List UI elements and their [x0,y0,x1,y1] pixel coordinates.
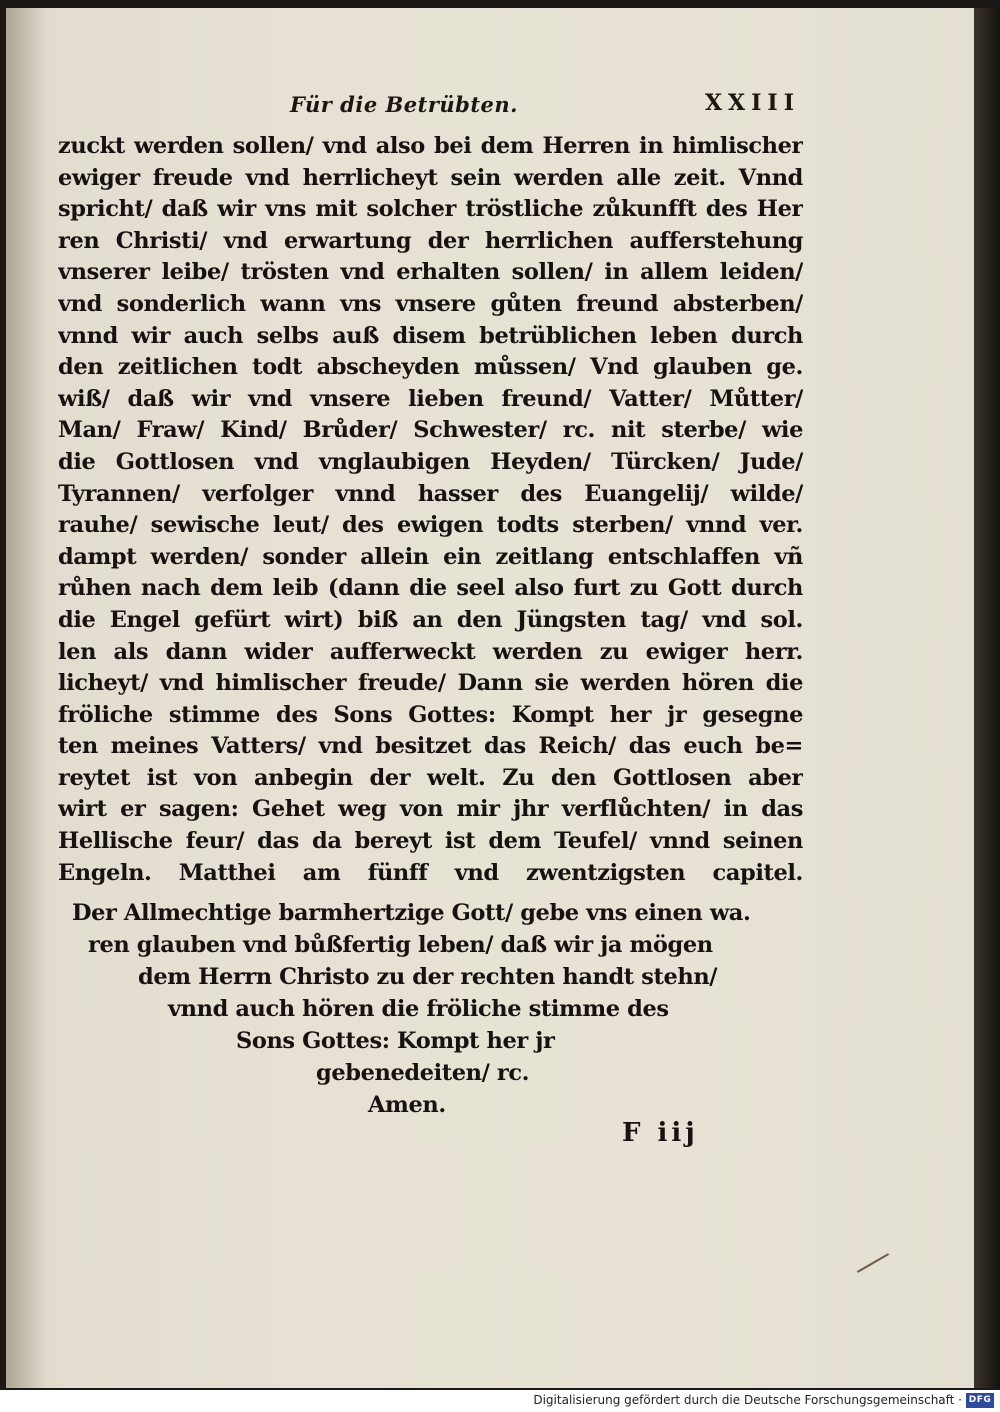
text-line: růhen nach dem leib (dann die seel also furt zu Gott durch [58,575,803,602]
text-line: rauhe/ sewische leut/ des ewigen todts sterben/ vnnd ver. [58,512,803,539]
text-line: Tyrannen/ verfolger vnnd hasser des Euangelij/ wilde/ [58,480,803,507]
text-line: ewiger freude vnd herrlicheyt sein werden alle zeit. Vnnd [58,164,803,191]
text-line: die Gottlosen vnd vnglaubigen Heyden/ Türcken/ Jude/ [58,448,803,475]
text-line: zuckt werden sollen/ vnd also bei dem Herren in himlischer [58,133,803,159]
text-line: ren Christi/ vnd erwartung der herrlichen aufferstehung [58,227,803,254]
text-line: len als dann wider aufferweckt werden zu ewiger herr. [58,638,803,665]
text-line: vnd sonderlich wann vns vnsere gůten freund absterben/ [58,290,803,317]
text-line: den zeitlichen todt abscheyden můssen/ Vnd glauben ge. [58,354,803,381]
text-line: vnserer leibe/ trösten vnd erhalten sollen/ in allem leiden/ [58,259,803,286]
text-line: fröliche stimme des Sons Gottes: Kompt her jr gesegne [58,701,803,728]
closing-line: Sons Gottes: Kompt her jr [236,1028,555,1054]
folio-number: XXIII [704,90,800,116]
text-line: Hellische feur/ das da bereyt ist dem Teufel/ vnnd seinen [58,828,803,855]
text-line: wirt er sagen: Gehet weg von mir jhr verflůchten/ in das [58,796,803,823]
text-line: licheyt/ vnd himlischer freude/ Dann sie werden hören die [58,670,803,697]
text-line: vnnd wir auch selbs auß disem betrüblichen leben durch [58,322,803,349]
running-head [290,92,800,122]
text-line: die Engel gefürt wirt) biß an den Jüngsten tag/ vnd sol. [58,606,803,633]
text-line: ten meines Vatters/ vnd besitzet das Reich/ das euch be= [58,733,803,760]
book-edge [974,8,1000,1388]
signature-mark: F iij [622,1118,699,1148]
text-line: Man/ Fraw/ Kind/ Brůder/ Schwester/ rc. nit sterbe/ wie [58,417,803,444]
text-line: dampt werden/ sonder allein ein zeitlang entschlaffen vñ [58,543,803,570]
closing-line: gebenedeiten/ rc. [316,1060,530,1086]
closing-line: Amen. [368,1092,446,1118]
body-text [58,131,803,889]
closing-line: dem Herrn Christo zu der rechten handt stehn/ [138,964,718,990]
closing-line: Der Allmechtige barmhertzige Gott/ gebe vns einen wa. [72,900,751,926]
text-line: spricht/ daß wir vns mit solcher tröstliche zůkunfft des Her [58,196,803,223]
footer-bar [0,1390,1000,1412]
text-line: wiß/ daß wir vnd vnsere lieben freund/ Vatter/ Můtter/ [58,385,803,412]
digitization-credit: Digitalisierung gefördert durch die Deutsche Forschungsgemeinschaft · [533,1393,962,1407]
dfg-logo: DFG [966,1393,994,1408]
closing-line: vnnd auch hören die fröliche stimme des [168,996,669,1022]
text-line: reytet ist von anbegin der welt. Zu den Gottlosen aber [58,764,803,791]
text-line: Engeln. Matthei am fünff vnd zwentzigsten capitel. [58,859,803,886]
closing-line: ren glauben vnd bůßfertig leben/ daß wir ja mögen [88,932,713,958]
gutter-shadow [6,8,46,1388]
running-title: Für die Betrübten. [290,92,518,117]
